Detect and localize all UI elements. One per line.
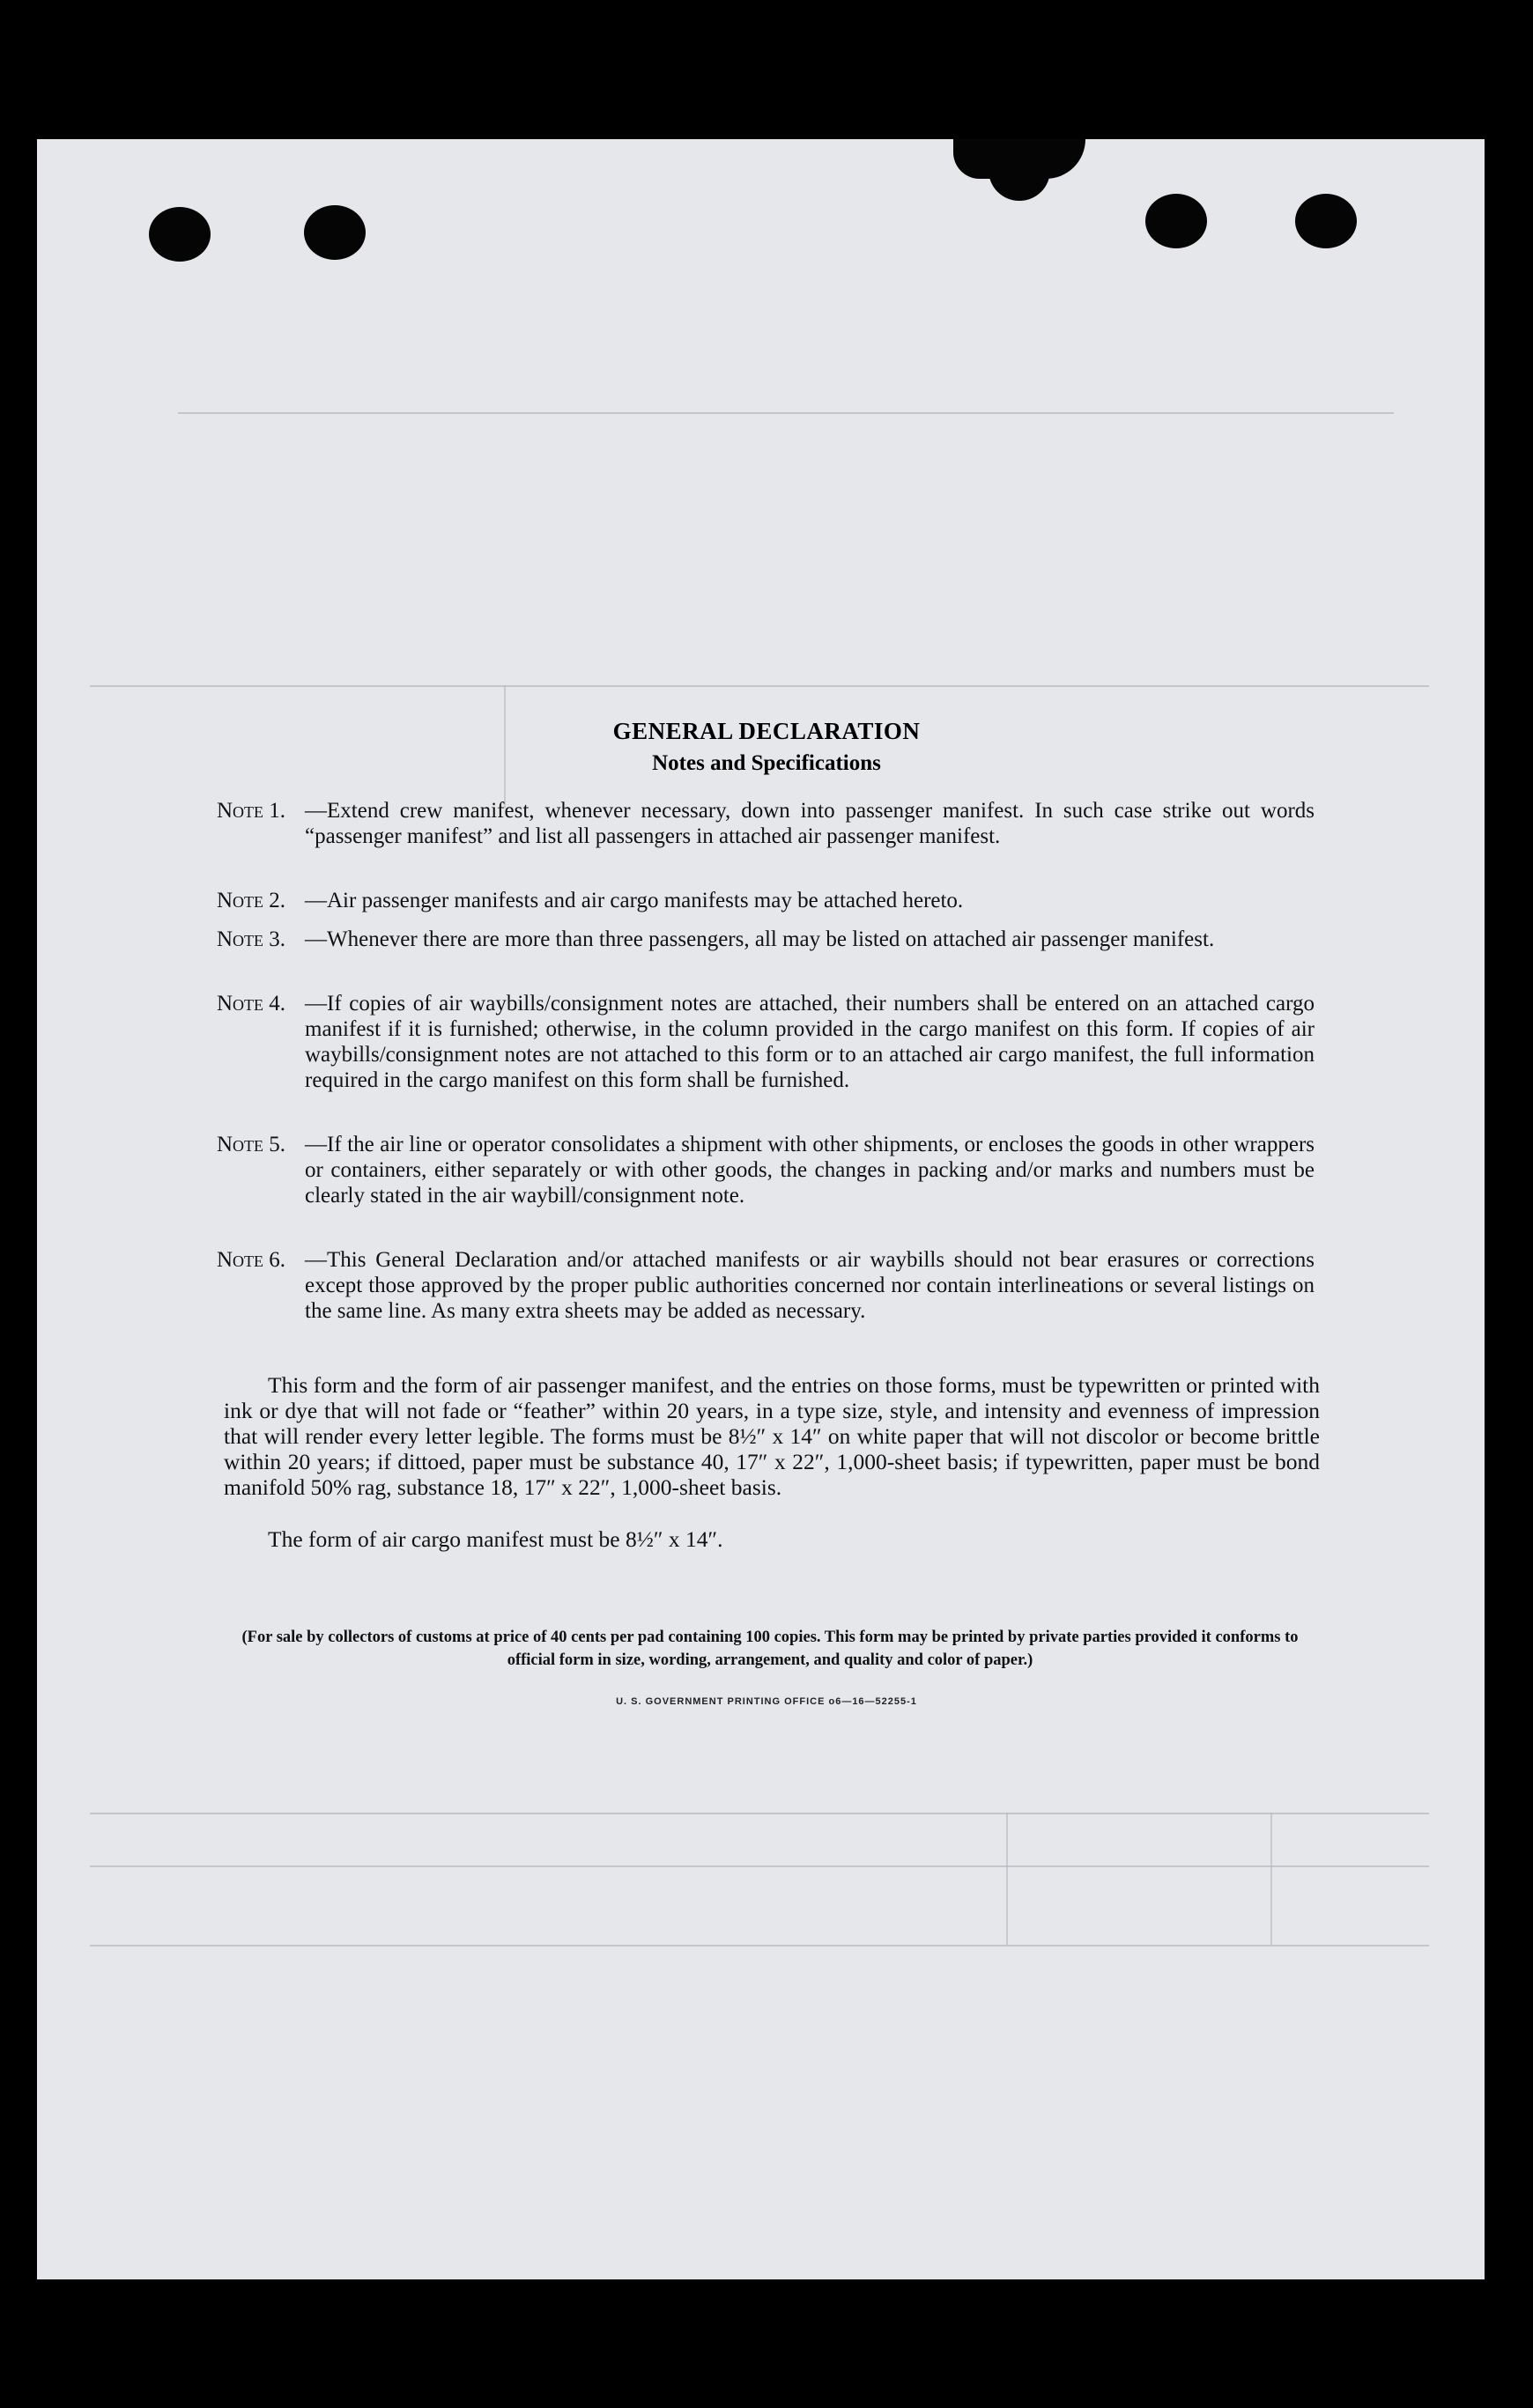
note-text: —If copies of air waybills/consignment notes are attached, their numbers shall be entered on an attached cargo manifest if it is furnished; otherwise, in the column provided in the cargo manifest on this form. If copies of air waybills/consignment notes are not attached to this form or to an attached air cargo manifest, the full information required in the cargo manifest on this form shall be furnished. bbox=[305, 992, 1315, 1092]
specification-paragraph: This form and the form of air passenger manifest, and the entries on those forms, must be typewritten or printed with ink or dye that will not fade or “feather” within 20 years, in a type size, style, and intensity and evenness of impression that will render every letter legible. The forms must be 8½″ x 14″ on white paper that will not discolor or become brittle within 20 years; if dittoed, paper must be substance 40, 17″ x 22″, 1,000-sheet basis; if typewritten, paper must be bond manifold 50% rag, substance 18, 17″ x 22″, 1,000-sheet basis. bbox=[224, 1372, 1320, 1500]
note-text: —Extend crew manifest, whenever necessary, down into passenger manifest. In such case strike out words “passenger manifest” and list all passengers in attached air passenger manifest. bbox=[305, 799, 1315, 848]
sale-notice: (For sale by collectors of customs at price of 40 cents per pad containing 100 copies. This form may be printed by private parties provided it conforms to official form in size, wording, arrangement, and quality and color of paper.) bbox=[241, 1629, 1299, 1669]
bleed-through-rule bbox=[90, 1945, 1429, 1946]
bleed-through-rule bbox=[90, 1865, 1429, 1867]
note-4 bbox=[217, 991, 1315, 1093]
note-text: —This General Declaration and/or attached manifests or air waybills should not bear erasures or corrections except those approved by the proper public authorities concerned nor contain interlineations or several listings on the same line. As many extra sheets may be added as necessary. bbox=[305, 1248, 1315, 1323]
punch-hole bbox=[1295, 194, 1357, 248]
note-label: Note 1. bbox=[217, 799, 286, 823]
note-5 bbox=[217, 1132, 1315, 1208]
bleed-through-rule bbox=[178, 412, 1394, 414]
page-title: GENERAL DECLARATION bbox=[612, 718, 921, 744]
note-2 bbox=[217, 888, 1315, 913]
note-1 bbox=[217, 798, 1315, 849]
bleed-through-rule bbox=[504, 685, 506, 809]
bleed-through-rule bbox=[90, 1813, 1429, 1814]
bleed-through-rule bbox=[1006, 1813, 1008, 1945]
cargo-manifest-size-line: The form of air cargo manifest must be 8½″ x 14″. bbox=[268, 1526, 723, 1552]
note-label: Note 4. bbox=[217, 992, 286, 1016]
torn-edge bbox=[989, 166, 1050, 201]
bleed-through-rule bbox=[90, 685, 1429, 687]
note-label: Note 6. bbox=[217, 1248, 286, 1272]
note-text: —Whenever there are more than three passengers, all may be listed on attached air passenger manifest. bbox=[305, 927, 1215, 951]
note-3 bbox=[217, 927, 1315, 952]
document-sheet bbox=[37, 139, 1485, 2279]
punch-hole bbox=[1145, 194, 1207, 248]
note-6 bbox=[217, 1247, 1315, 1324]
page-subtitle: Notes and Specifications bbox=[652, 751, 881, 775]
note-label: Note 2. bbox=[217, 889, 286, 912]
note-text: —If the air line or operator consolidates a shipment with other shipments, or encloses the goods in other wrappers or containers, either separately or with other goods, the changes in packing and/or marks and numbers must be clearly stated in the air waybill/consignment note. bbox=[305, 1133, 1315, 1208]
bleed-through-rule bbox=[1270, 1813, 1272, 1945]
note-label: Note 5. bbox=[217, 1133, 286, 1156]
note-label: Note 3. bbox=[217, 927, 286, 951]
punch-hole bbox=[304, 205, 366, 260]
note-text: —Air passenger manifests and air cargo manifests may be attached hereto. bbox=[305, 889, 964, 912]
punch-hole bbox=[149, 207, 211, 262]
printer-imprint: U. S. GOVERNMENT PRINTING OFFICE o6—16—52255-1 bbox=[616, 1696, 917, 1707]
